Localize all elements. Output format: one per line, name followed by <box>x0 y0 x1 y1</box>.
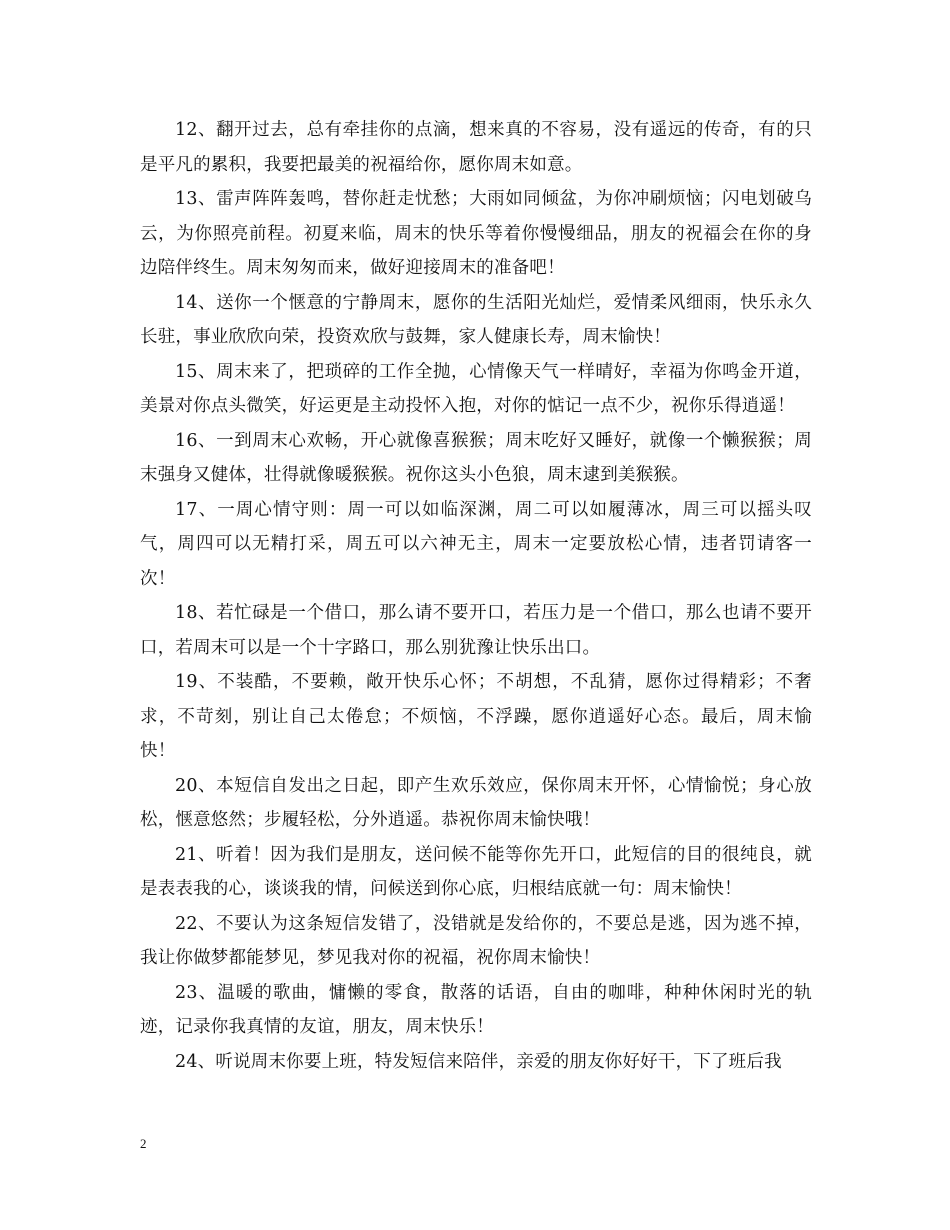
paragraph-14: 14、送你一个惬意的宁静周末，愿你的生活阳光灿烂，爱情柔风细雨，快乐永久长驻，事业欣欣向荣，投资欢欣与鼓舞，家人健康长寿，周末愉快！ <box>140 292 812 347</box>
paragraph-16: 16、一到周末心欢畅，开心就像喜猴猴；周末吃好又睡好，就像一个懒猴猴；周末强身又健体，壮得就像暖猴猴。祝你这头小色狼，周末逮到美猴猴。 <box>140 430 812 485</box>
paragraph-21: 21、听着！因为我们是朋友，送问候不能等你先开口，此短信的目的很纯良，就是表表我的心，谈谈我的情，问候送到你心底，归根结底就一句：周末愉快！ <box>140 844 812 899</box>
paragraph-24: 24、听说周末你要上班，特发短信来陪伴，亲爱的朋友你好好干，下了班后我 <box>175 1051 782 1072</box>
paragraph-18: 18、若忙碌是一个借口，那么请不要开口，若压力是一个借口，那么也请不要开口，若周末可以是一个十字路口，那么别犹豫让快乐出口。 <box>140 603 812 658</box>
paragraph-13: 13、雷声阵阵轰鸣，替你赶走忧愁；大雨如同倾盆，为你冲刷烦恼；闪电划破乌云，为你照亮前程。初夏来临，周末的快乐等着你慢慢细品，朋友的祝福会在你的身边陪伴终生。周末匆匆而来，做好迎接周末的准备吧！ <box>140 189 812 278</box>
paragraph-12: 12、翻开过去，总有牵挂你的点滴，想来真的不容易，没有遥远的传奇，有的只是平凡的累积，我要把最美的祝福给你，愿你周末如意。 <box>140 120 812 175</box>
paragraph-19: 19、不装酷，不要赖，敞开快乐心怀；不胡想，不乱猜，愿你过得精彩；不奢求，不苛刻，别让自己太倦怠；不烦恼，不浮躁，愿你逍遥好心态。最后，周末愉快！ <box>140 672 812 761</box>
paragraph-20: 20、本短信自发出之日起，即产生欢乐效应，保你周末开怀，心情愉悦；身心放松，惬意悠然；步履轻松，分外逍遥。恭祝你周末愉快哦！ <box>140 775 812 830</box>
paragraph-15: 15、周末来了，把琐碎的工作全抛，心情像天气一样晴好，幸福为你鸣金开道，美景对你点头微笑，好运更是主动投怀入抱，对你的惦记一点不少，祝你乐得逍遥！ <box>140 361 812 416</box>
paragraph-22: 22、不要认为这条短信发错了，没错就是发给你的，不要总是逃，因为逃不掉，我让你做梦都能梦见，梦见我对你的祝福，祝你周末愉快！ <box>140 913 812 968</box>
page-number: 2 <box>140 1136 147 1151</box>
paragraph-23: 23、温暖的歌曲，慵懒的零食，散落的话语，自由的咖啡，种种休闲时光的轨迹，记录你我真情的友谊，朋友，周末快乐！ <box>140 982 812 1037</box>
paragraph-17: 17、一周心情守则：周一可以如临深渊，周二可以如履薄冰，周三可以摇头叹气，周四可以无精打采，周五可以六神无主，周末一定要放松心情，违者罚请客一次！ <box>140 499 812 589</box>
document-body <box>140 113 812 1079</box>
